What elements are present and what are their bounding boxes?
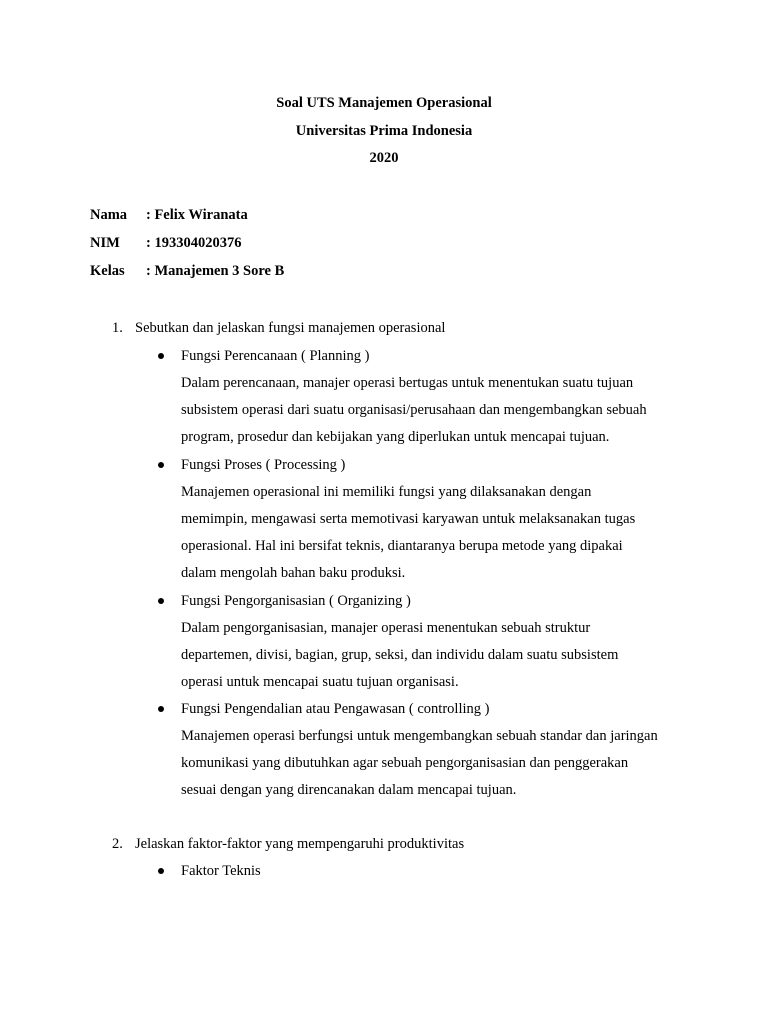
university-name: Universitas Prima Indonesia — [295, 123, 473, 139]
item-heading: Fungsi Proses ( Processing ) — [181, 457, 346, 473]
class-value: : Manajemen 3 Sore B — [146, 263, 285, 279]
bullet-icon — [158, 598, 164, 604]
item-heading: Fungsi Pengendalian atau Pengawasan ( controlling ) — [181, 701, 490, 717]
class-label: Kelas — [90, 263, 125, 279]
nim-label: NIM — [90, 235, 120, 251]
document-year: 2020 — [369, 150, 399, 166]
name-label: Nama — [90, 207, 128, 223]
item-text-line: memimpin, mengawasi serta memotivasi karyawan untuk melaksanakan tugas — [181, 511, 636, 527]
item-heading: Fungsi Perencanaan ( Planning ) — [181, 348, 370, 364]
bullet-icon — [158, 706, 164, 712]
item-heading: Faktor Teknis — [181, 863, 261, 879]
item-text-line: program, prosedur dan kebijakan yang diperlukan untuk mencapai tujuan. — [181, 429, 610, 445]
bullet-icon — [158, 462, 164, 468]
item-text-line: dalam mengolah bahan baku produksi. — [181, 565, 406, 581]
question-1-number: 1. — [112, 320, 123, 336]
item-text-line: Dalam perencanaan, manajer operasi bertugas untuk menentukan suatu tujuan — [181, 375, 634, 391]
item-text-line: sesuai dengan yang direncanakan dalam mencapai tujuan. — [181, 782, 517, 798]
item-text-line: komunikasi yang dibutuhkan agar sebuah pengorganisasian dan penggerakan — [181, 755, 629, 771]
question-2-number: 2. — [112, 836, 123, 852]
name-value: : Felix Wiranata — [146, 207, 248, 223]
question-2-text: Jelaskan faktor-faktor yang mempengaruhi produktivitas — [135, 836, 465, 852]
item-text-line: Manajemen operasional ini memiliki fungsi yang dilaksanakan dengan — [181, 484, 592, 500]
bullet-icon — [158, 868, 164, 874]
bullet-icon — [158, 353, 164, 359]
item-text-line: Manajemen operasi berfungsi untuk mengembangkan sebuah standar dan jaringan — [181, 728, 658, 744]
question-1-text: Sebutkan dan jelaskan fungsi manajemen operasional — [135, 320, 446, 336]
item-text-line: operasi untuk mencapai suatu tujuan organisasi. — [181, 674, 459, 690]
item-text-line: subsistem operasi dari suatu organisasi/perusahaan dan mengembangkan sebuah — [181, 402, 647, 418]
item-text-line: departemen, divisi, bagian, grup, seksi, dan individu dalam suatu subsistem — [181, 647, 619, 663]
nim-value: : 193304020376 — [146, 235, 242, 251]
item-text-line: operasional. Hal ini bersifat teknis, diantaranya berupa metode yang dipakai — [181, 538, 623, 554]
item-text-line: Dalam pengorganisasian, manajer operasi menentukan sebuah struktur — [181, 620, 591, 636]
document-title: Soal UTS Manajemen Operasional — [276, 95, 492, 111]
item-heading: Fungsi Pengorganisasian ( Organizing ) — [181, 593, 411, 609]
